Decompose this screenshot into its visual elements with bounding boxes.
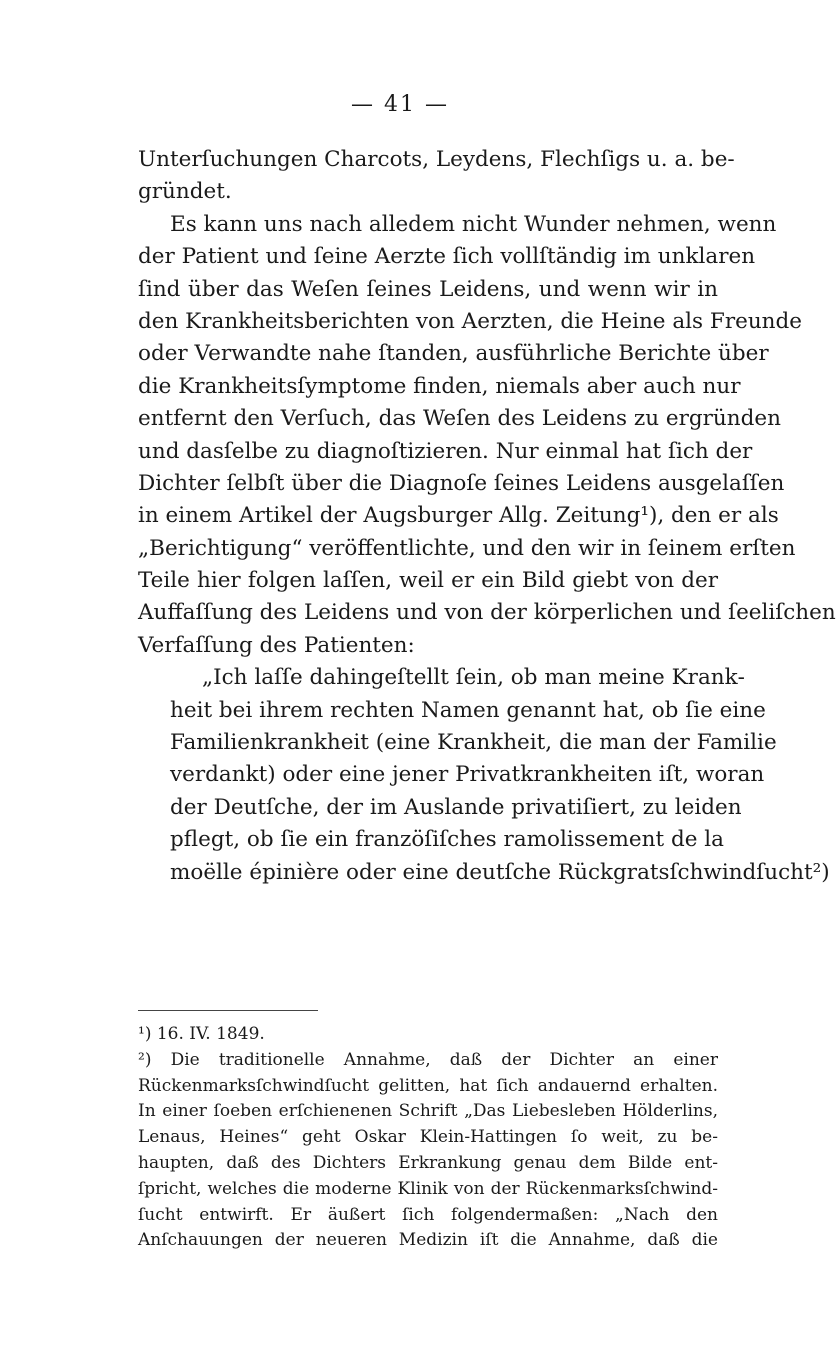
footnote-line: ſucht entwirft. Er äußert ſich folgendermaßen: „Nach den xyxy=(138,1204,718,1225)
text-line: Unterſuchungen Charcots, Leydens, Flechſigs u. a. be‑ xyxy=(138,147,735,172)
quote-line: „Ich laſſe dahingeſtellt ſein, ob man meine Krank‑ xyxy=(202,665,745,691)
text-line: Es kann uns nach alledem nicht Wunder nehmen, wenn xyxy=(170,211,777,237)
quote-line: pflegt, ob ſie ein franzöſiſches ramolissement de la xyxy=(170,827,724,853)
quote-line: verdankt) oder eine jener Privatkrankheiten iſt, woran xyxy=(170,762,765,788)
block-quote xyxy=(138,662,830,889)
paragraph-1 xyxy=(138,144,735,209)
footnote-line: In einer ſoeben erſchienenen Schrift „Das Liebesleben Hölderlins, xyxy=(138,1101,718,1122)
text-line: Auffaſſung des Leidens und von der körperlichen und ſeeliſchen xyxy=(138,600,836,626)
quote-line: heit bei ihrem rechten Namen genannt hat, ob ſie eine xyxy=(170,697,766,723)
footnote-2 xyxy=(138,1048,718,1254)
footnote-divider xyxy=(138,1010,318,1011)
quote-line: der Deutſche, der im Auslande privatiſiert, zu leiden xyxy=(170,794,742,820)
text-line: die Krankheitsſymptome finden, niemals aber auch nur xyxy=(138,373,741,399)
footnote-line: ²) Die traditionelle Annahme, daß der Dichter an einer xyxy=(138,1049,718,1070)
text-line: Dichter ſelbſt über die Diagnoſe ſeines Leidens ausgelaſſen xyxy=(138,470,785,496)
footnote-line: ¹) 16. IV. 1849. xyxy=(138,1024,265,1044)
text-line: und dasſelbe zu diagnoſtizieren. Nur einmal hat ſich der xyxy=(138,438,753,464)
text-line: den Krankheitsberichten von Aerzten, die Heine als Freunde xyxy=(138,308,803,334)
footnote-line: haupten, daß des Dichters Erkrankung genau dem Bilde ent‑ xyxy=(138,1152,718,1173)
text-line: gründet. xyxy=(138,179,232,205)
text-line: in einem Artikel der Augsburger Allg. Zeitung¹), den er als xyxy=(138,503,779,529)
paragraph-2 xyxy=(138,209,836,662)
page-number: — 41 — xyxy=(351,92,449,117)
text-line: der Patient und ſeine Aerzte ſich vollſtändig im unklaren xyxy=(138,244,756,270)
text-line: ſind über das Weſen ſeines Leidens, und wenn wir in xyxy=(138,276,718,302)
quote-line: moëlle épinière oder eine deutſche Rückgratsſchwindſucht²) xyxy=(170,859,830,885)
text-line: entfernt den Verſuch, das Weſen des Leidens zu ergründen xyxy=(138,406,781,432)
footnote-1 xyxy=(138,1022,718,1048)
footnote-line: Rückenmarksſchwindſucht gelitten, hat ſich andauernd erhalten. xyxy=(138,1075,718,1096)
footnote-line: Anſchauungen der neueren Medizin iſt die Annahme, daß die xyxy=(138,1230,718,1251)
text-line: „Berichtigung“ veröffentlichte, und den wir in ſeinem erſten xyxy=(138,535,796,561)
quote-line: Familienkrankheit (eine Krankheit, die man der Familie xyxy=(170,730,777,756)
footnote-line: ſpricht, welches die moderne Klinik von der Rückenmarksſchwind‑ xyxy=(138,1178,718,1199)
text-line: Teile hier folgen laſſen, weil er ein Bild giebt von der xyxy=(138,568,718,594)
footnote-line: Lenaus, Heines“ geht Oskar Klein‑Hattingen ſo weit, zu be‑ xyxy=(138,1127,718,1148)
text-line: Verfaſſung des Patienten: xyxy=(138,632,415,658)
footnotes xyxy=(138,1022,718,1254)
text-line: oder Verwandte nahe ſtanden, ausführliche Berichte über xyxy=(138,341,769,367)
main-text xyxy=(138,144,836,889)
